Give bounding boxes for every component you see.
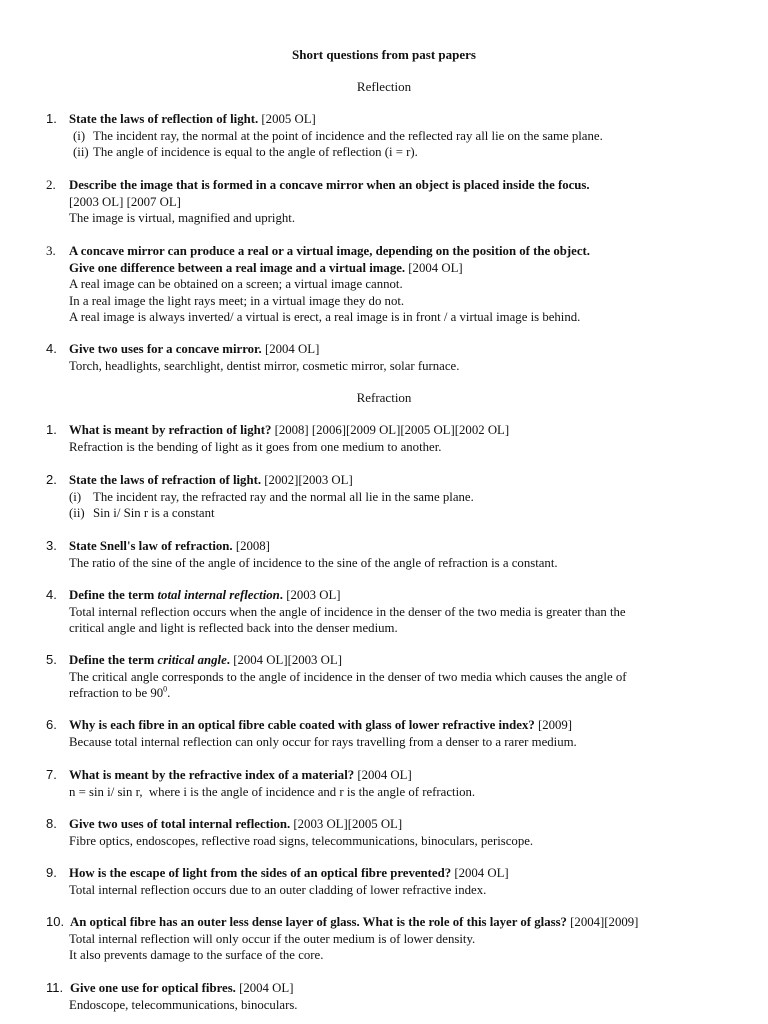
answer-line: Total internal reflection will only occur if the outer medium is of lower density.: [69, 931, 476, 946]
answer-line: critical angle and light is reflected back into the denser medium.: [69, 621, 398, 635]
question-refraction-4: [46, 587, 746, 637]
question-ref: [2004][2009]: [570, 915, 639, 929]
question-text: Give one use for optical fibres.: [70, 981, 236, 995]
answer-line: (ii) The angle of incidence is equal to the angle of reflection (i = r).: [73, 145, 418, 159]
question-refraction-3: [46, 538, 746, 571]
answer-line: (ii) Sin i/ Sin r is a constant: [69, 506, 215, 520]
question-reflection-2: [46, 177, 746, 227]
question-text: An optical fibre has an outer less dense layer of glass. What is the role of this layer of glass?: [70, 915, 567, 929]
answer-line: Fibre optics, endoscopes, reflective road signs, telecommunications, binoculars, periscope.: [69, 833, 534, 848]
question-text: Describe the image that is formed in a concave mirror when an object is placed inside the focus.: [69, 178, 590, 192]
question-refraction-9: [46, 865, 746, 898]
question-text: Define the term critical angle.: [69, 653, 230, 667]
answer-line: A real image can be obtained on a screen; a virtual image cannot.: [69, 277, 403, 291]
question-ref: [2005 OL]: [261, 112, 316, 126]
question-ref: [2003 OL][2005 OL]: [293, 817, 403, 831]
question-refraction-7: [46, 767, 746, 800]
answer-line: Torch, headlights, searchlight, dentist mirror, cosmetic mirror, solar furnace.: [69, 358, 460, 373]
section-title-reflection: Reflection: [356, 79, 412, 94]
question-number: 10.: [46, 914, 65, 929]
question-number: 4.: [46, 587, 57, 602]
answer-line: It also prevents damage to the surface of the core.: [69, 948, 324, 962]
question-reflection-1: [46, 111, 746, 161]
question-ref: [2004 OL]: [239, 981, 294, 995]
question-refraction-6: [46, 717, 746, 750]
question-refraction-11: [46, 980, 746, 1013]
answer-line: n = sin i/ sin r, where i is the angle of incidence and r is the angle of refraction.: [69, 784, 476, 799]
question-number: 11.: [46, 980, 64, 995]
question-ref: [2002][2003 OL]: [264, 473, 353, 487]
question-refraction-5: [46, 652, 746, 702]
question-text: How is the escape of light from the sides of an optical fibre prevented?: [69, 866, 452, 880]
answer-line: The critical angle corresponds to the angle of incidence in the denser of two media which causes the angle of: [69, 669, 627, 684]
question-ref: [2004 OL]: [357, 768, 412, 782]
section-title-refraction: Refraction: [356, 390, 412, 405]
question-text: What is meant by the refractive index of a material?: [69, 768, 355, 782]
answer-line: (i) The incident ray, the refracted ray and the normal all lie in the same plane.: [69, 489, 474, 504]
question-number: 9.: [46, 865, 57, 880]
question-refraction-10: [46, 914, 746, 964]
question-number: 3.: [46, 538, 57, 553]
answer-line: (i) The incident ray, the normal at the point of incidence and the reflected ray all lie on the same plane.: [73, 128, 603, 143]
question-number: 2.: [46, 177, 56, 192]
question-number: 2.: [46, 472, 57, 487]
question-ref: [2004 OL]: [264, 342, 320, 356]
question-refraction-2: [46, 472, 746, 522]
question-ref: [2003 OL]: [286, 588, 341, 602]
question-text: State the laws of refraction of light.: [69, 473, 262, 487]
question-text: Give one difference between a real image and a virtual image.: [69, 260, 406, 275]
question-ref: [2004 OL]: [408, 260, 463, 275]
question-refraction-8: [46, 816, 746, 849]
answer-line: In a real image the light rays meet; in a virtual image they do not.: [69, 293, 405, 308]
answer-line: Total internal reflection occurs due to an outer cladding of lower refractive index.: [69, 882, 487, 897]
answer-line: refraction to be $90^0$.: [69, 684, 171, 700]
answer-line: Endoscope, telecommunications, binoculars.: [69, 997, 298, 1012]
question-ref: [2008]: [235, 539, 270, 553]
question-number: 6.: [46, 717, 57, 732]
question-number: 8.: [46, 816, 57, 831]
page-title: Short questions from past papers: [292, 47, 476, 62]
question-number: 1.: [46, 422, 57, 437]
question-ref: [2008] [2006][2009 OL][2005 OL][2002 OL]: [274, 423, 510, 437]
question-text: Give two uses of total internal reflection.: [69, 817, 291, 831]
answer-line: The ratio of the sine of the angle of incidence to the sine of the angle of refraction is a constant.: [69, 555, 558, 570]
question-number: 5.: [46, 652, 57, 667]
answer-line: Because total internal reflection can only occur for rays travelling from a denser to a rarer medium.: [69, 734, 577, 749]
question-ref: [2004 OL][2003 OL]: [233, 653, 342, 667]
question-text: Give two uses for a concave mirror.: [69, 342, 262, 356]
question-ref: [2003 OL] [2007 OL]: [69, 194, 181, 209]
answer-line: The image is virtual, magnified and upright.: [69, 211, 296, 225]
question-reflection-3: [46, 243, 746, 326]
question-ref: [2009]: [537, 718, 573, 732]
answer-line: A real image is always inverted/ a virtual is erect, a real image is in front / a virtual image is behind.: [69, 310, 581, 324]
question-text: Define the term total internal reflection.: [69, 588, 283, 602]
question-ref: [2004 OL]: [454, 866, 509, 880]
question-refraction-1: [46, 422, 746, 455]
question-number: 4.: [46, 341, 57, 356]
question-number: 7.: [46, 767, 57, 782]
question-text: Why is each fibre in an optical fibre cable coated with glass of lower refractive index?: [69, 718, 535, 732]
question-text: State the laws of reflection of light.: [69, 112, 259, 126]
answer-line: Refraction is the bending of light as it goes from one medium to another.: [69, 439, 442, 454]
question-text: What is meant by refraction of light?: [69, 423, 272, 437]
question-text: State Snell's law of refraction.: [69, 539, 233, 553]
question-reflection-4: [46, 341, 746, 374]
question-text: A concave mirror can produce a real or a virtual image, depending on the position of the object.: [69, 244, 590, 258]
question-number: 3.: [46, 243, 56, 258]
question-number: 1.: [46, 111, 57, 126]
answer-line: Total internal reflection occurs when the angle of incidence in the denser of the two media is greater than the: [69, 604, 626, 619]
